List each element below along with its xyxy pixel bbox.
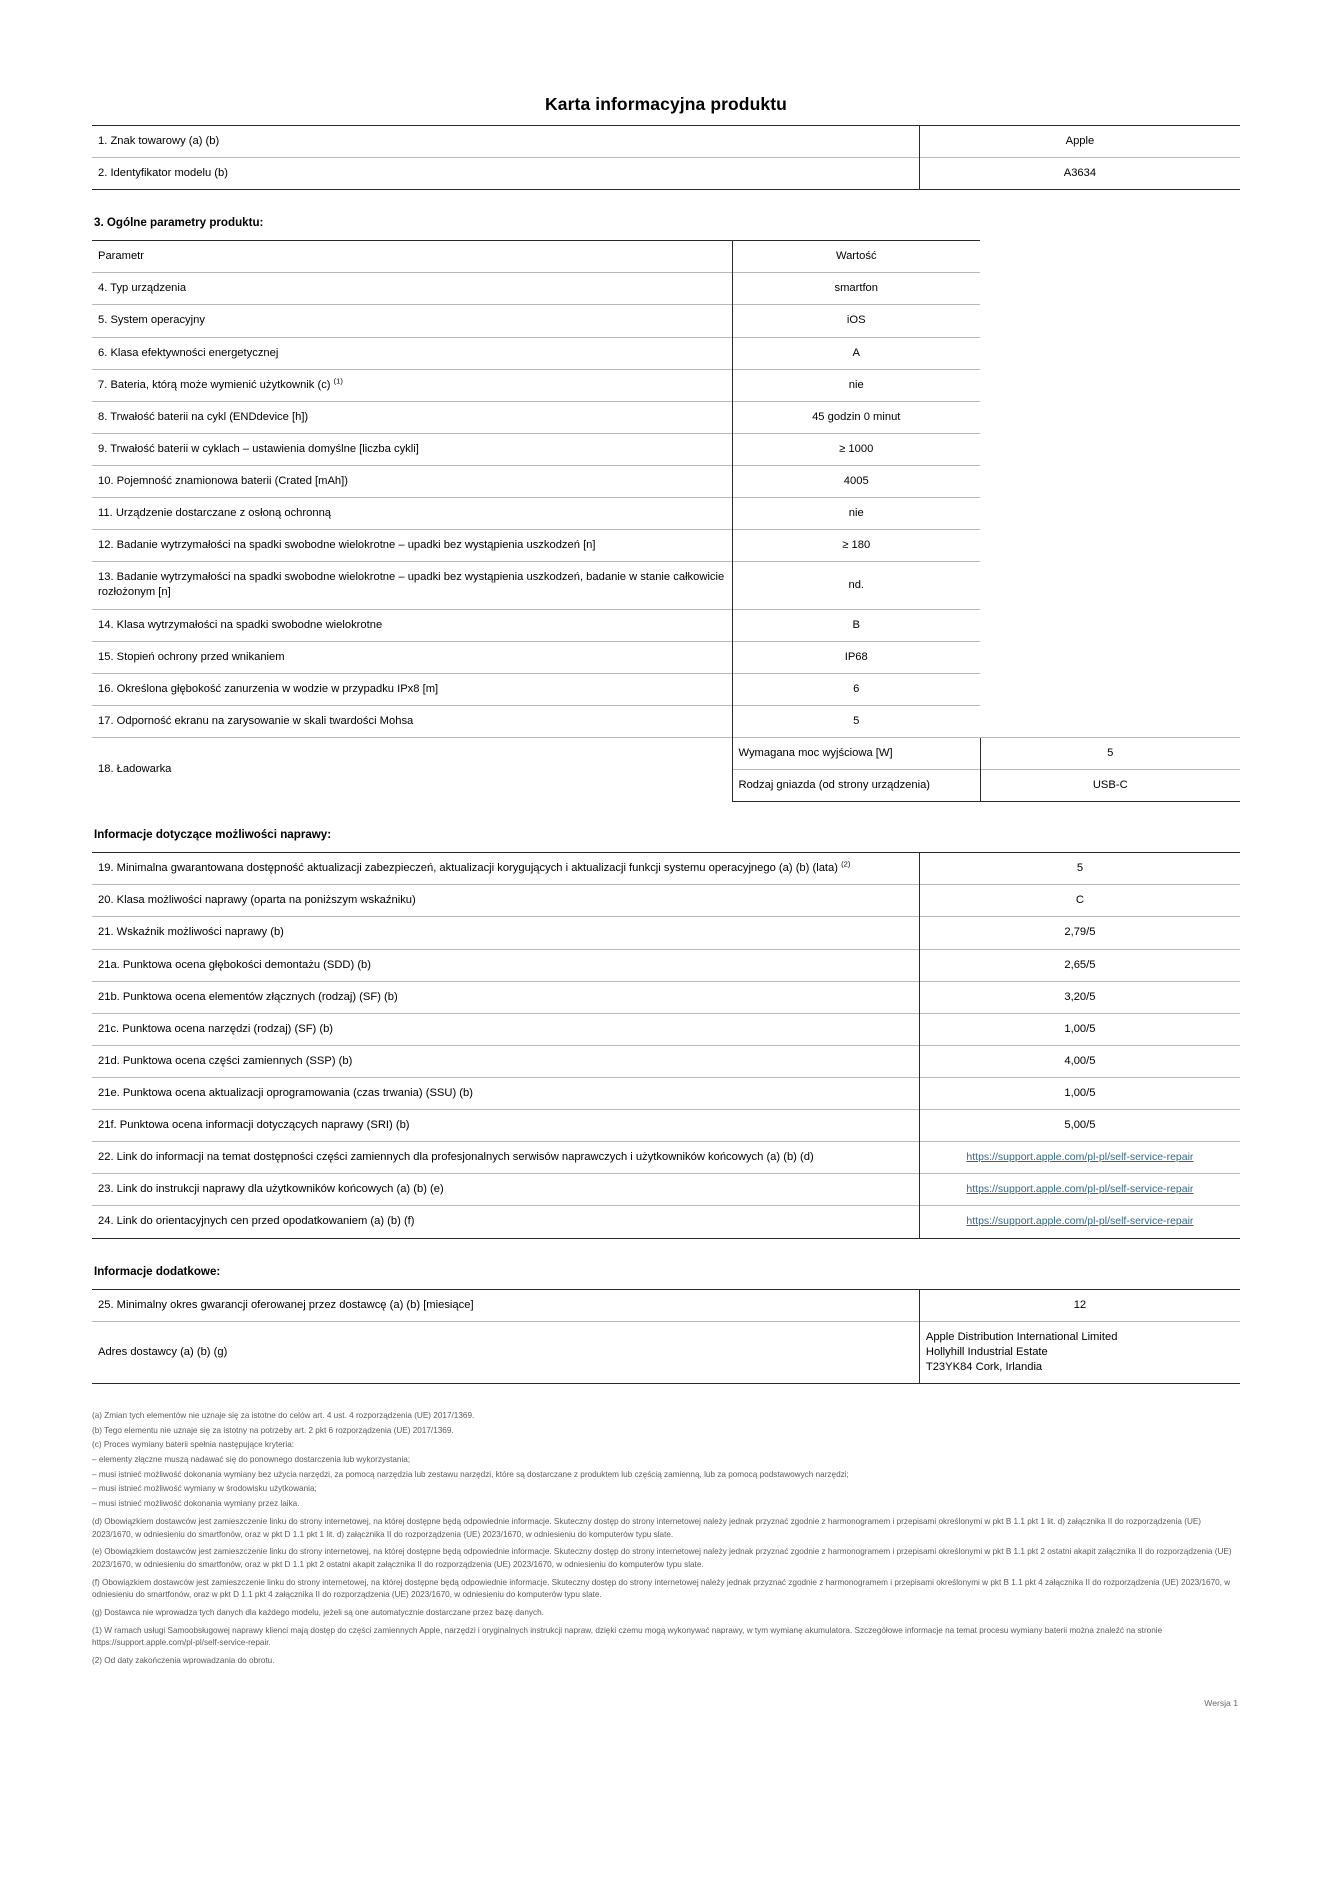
table-row — [92, 949, 1240, 981]
row-value: 4,00/5 — [919, 1045, 1240, 1077]
address-line: Apple Distribution International Limited — [925, 1330, 1118, 1343]
additional-rows — [92, 1289, 1240, 1383]
charger-label: 18. Ładowarka — [92, 737, 732, 801]
footnote-marker: (1) — [333, 375, 343, 385]
row-label: 11. Urządzenie dostarczane z osłoną ochronną — [92, 498, 732, 530]
row-value: 3,20/5 — [919, 981, 1240, 1013]
general-parameters-heading: 3. Ogólne parametry produktu: — [94, 216, 264, 230]
repair-information-table — [92, 852, 1240, 1238]
footnote-e: (e) Obowiązkiem dostawców jest zamieszczenie linku do strony internetowej, na której dostępne będą odpowiednie informacje. Skuteczny dostęp do strony internetowej należy jednak przyznać zgodnie z harmonogramem i przepisami określonymi w pkt B 1.1 pkt 2 ostatni akapit załącznika II do rozporządzenia (UE) 2023/1670, w odniesieniu do smartfonów, oraz w pkt D 1.1 pkt 2 ostatni akapit załącznika II do rozporządzenia (UE) 2023/1670, w odniesieniu do komputerów typu slate. — [92, 1547, 1232, 1569]
row-value: nie — [732, 498, 980, 530]
additional-information-heading: Informacje dodatkowe: — [94, 1264, 221, 1278]
table-row — [92, 530, 1240, 562]
page-title: Karta informacyjna produktu — [545, 94, 787, 114]
address-line: Hollyhill Industrial Estate — [925, 1345, 1048, 1358]
table-row — [92, 158, 1240, 190]
footnote-b: (b) Tego elementu nie uznaje się za istotny na potrzeby art. 2 pkt 6 rozporządzenia (UE) 2017/1369. — [92, 1425, 454, 1435]
row-value — [919, 1174, 1240, 1206]
charger-sub-label: Rodzaj gniazda (od strony urządzenia) — [732, 770, 980, 802]
row-value: A3634 — [919, 158, 1240, 190]
table-row — [92, 1110, 1240, 1142]
table-row — [92, 641, 1240, 673]
row-label: 21a. Punktowa ocena głębokości demontażu (SDD) (b) — [92, 949, 919, 981]
row-value: 6 — [732, 673, 980, 705]
row-label: 2. Identyfikator modelu (b) — [92, 158, 919, 190]
footnote-g: (g) Dostawca nie wprowadza tych danych dla każdego modelu, jeżeli są one automatycznie dostarczane przez bazę danych. — [92, 1608, 544, 1618]
footnote-1: (1) W ramach usługi Samoobsługowej naprawy klienci mają dostęp do części zamiennych Apple, narzędzi i oryginalnych instrukcji napraw, dzięki czemu mogą wykonywać naprawy, w tym wymianę akumulatora. Szczegółowe informacje na temat procesu wymiany baterii można znaleźć na stronie https://support.apple.com/pl-pl/self-service-repair. — [92, 1625, 1163, 1648]
row-label: 4. Typ urządzenia — [92, 273, 732, 305]
table-row — [92, 981, 1240, 1013]
table-row — [92, 401, 1240, 433]
row-value: Apple — [919, 126, 1240, 158]
row-label: 5. System operacyjny — [92, 305, 732, 337]
row-label: 15. Stopień ochrony przed wnikaniem — [92, 641, 732, 673]
repair-instructions-link[interactable]: https://support.apple.com/pl-pl/self-service-repair — [966, 1183, 1194, 1196]
spare-parts-link[interactable]: https://support.apple.com/pl-pl/self-service-repair — [966, 1151, 1194, 1164]
row-label: 12. Badanie wytrzymałości na spadki swobodne wielokrotne – upadki bez wystąpienia uszkodzeń [n] — [92, 530, 732, 562]
row-value: iOS — [732, 305, 980, 337]
table-row — [92, 126, 1240, 158]
table-row — [92, 273, 1240, 305]
row-label: 17. Odporność ekranu na zarysowanie w skali twardości Mohsa — [92, 705, 732, 737]
table-row — [92, 1206, 1240, 1238]
row-value: 5 — [919, 853, 1240, 885]
table-row — [92, 562, 1240, 609]
general-parameters-rows — [92, 241, 1240, 802]
footnote-c-item-3: – musi istnieć możliwość wymiany w środowisku użytkowania; — [92, 1484, 317, 1494]
table-row — [92, 1142, 1240, 1174]
row-label: 25. Minimalny okres gwarancji oferowanej przez dostawcę (a) (b) [miesiące] — [92, 1289, 919, 1321]
row-value — [919, 1206, 1240, 1238]
table-row — [92, 609, 1240, 641]
table-row — [92, 853, 1240, 885]
row-label — [92, 853, 919, 885]
row-value: 5,00/5 — [919, 1110, 1240, 1142]
row-value: 2,65/5 — [919, 949, 1240, 981]
charger-sub-value: 5 — [980, 737, 1240, 769]
table-row — [92, 885, 1240, 917]
table-row — [92, 1174, 1240, 1206]
charger-sub-label: Wymagana moc wyjściowa [W] — [732, 737, 980, 769]
row-value: A — [732, 337, 980, 369]
row-value: nd. — [732, 562, 980, 609]
row-label: 1. Znak towarowy (a) (b) — [92, 126, 919, 158]
row-label: 23. Link do instrukcji naprawy dla użytkowników końcowych (a) (b) (e) — [92, 1174, 919, 1206]
supplier-address-value — [919, 1321, 1240, 1383]
row-label: 21c. Punktowa ocena narzędzi (rodzaj) (SF) (b) — [92, 1013, 919, 1045]
row-value: 5 — [732, 705, 980, 737]
identification-table — [92, 125, 1240, 190]
repair-information-heading: Informacje dotyczące możliwości naprawy: — [94, 828, 332, 842]
footnote-2: (2) Od daty zakończenia wprowadzania do obrotu. — [92, 1656, 275, 1666]
row-value: 12 — [919, 1289, 1240, 1321]
column-header-parameter: Parametr — [92, 241, 732, 273]
row-label-text: 19. Minimalna gwarantowana dostępność aktualizacji zabezpieczeń, aktualizacji korygujących i aktualizacji funkcji systemu operacyjnego (a) (b) (lata) — [98, 862, 838, 875]
table-row — [92, 1077, 1240, 1109]
footnote-d: (d) Obowiązkiem dostawców jest zamieszczenie linku do strony internetowej, na której dostępne będą odpowiednie informacje. Skuteczny dostęp do strony internetowej należy jednak przyznać zgodnie z harmonogramem i przepisami określonymi w pkt B 1.1 pkt 1 lit. d) załącznika II do rozporządzenia (UE) 2023/1670, w odniesieniu do smartfonów, oraz w pkt D 1.1 pkt 1 lit. d) załącznika II do rozporządzenia (UE) 2023/1670, w odniesieniu do komputerów typu slate. — [92, 1516, 1202, 1539]
table-row — [92, 305, 1240, 337]
row-label: 21e. Punktowa ocena aktualizacji oprogramowania (czas trwania) (SSU) (b) — [92, 1077, 919, 1109]
row-label: 21. Wskaźnik możliwości naprawy (b) — [92, 917, 919, 949]
row-label: 13. Badanie wytrzymałości na spadki swobodne wielokrotne – upadki bez wystąpienia uszkodzeń, badanie w stanie całkowicie rozłożonym [n] — [92, 562, 732, 609]
footnote-c-item-4: – musi istnieć możliwość dokonania wymiany przez laika. — [92, 1499, 300, 1509]
table-row — [92, 917, 1240, 949]
row-label: 21b. Punktowa ocena elementów złącznych (rodzaj) (SF) (b) — [92, 981, 919, 1013]
row-value: B — [732, 609, 980, 641]
table-row — [92, 1289, 1240, 1321]
table-row — [92, 1045, 1240, 1077]
table-row — [92, 705, 1240, 737]
supplier-address-label: Adres dostawcy (a) (b) (g) — [92, 1321, 919, 1383]
row-label: 10. Pojemność znamionowa baterii (Crated [mAh]) — [92, 465, 732, 497]
address-line: T23YK84 Cork, Irlandia — [925, 1360, 1043, 1373]
table-row — [92, 498, 1240, 530]
footnote-f: (f) Obowiązkiem dostawców jest zamieszczenie linku do strony internetowej, na której dostępne będą odpowiednie informacje. Skuteczny dostęp do strony internetowej należy jednak przyznać zgodnie z harmonogramem i przepisami określonymi w pkt B 1.1 pkt 4 załącznika II do rozporządzenia (UE) 2023/1670, w odniesieniu do smartfonów, oraz w pkt D 1.1 pkt 4 załącznika II do rozporządzenia (UE) 2023/1670, w odniesieniu do komputerów typu slate. — [92, 1577, 1231, 1600]
table-row — [92, 1013, 1240, 1045]
row-value: 2,79/5 — [919, 917, 1240, 949]
footnote-c-item-1: – elementy złączne muszą nadawać się do ponownego dostarczenia lub wykorzystania; — [92, 1455, 411, 1465]
charger-sub-value: USB-C — [980, 770, 1240, 802]
repair-rows — [92, 853, 1240, 1238]
row-value: C — [919, 885, 1240, 917]
table-row — [92, 465, 1240, 497]
footnote-c-item-2: – musi istnieć możliwość dokonania wymiany bez użycia narzędzi, za pomocą narzędzia lub zestawu narzędzi, które są dostarczane z produktem lub częścią zamienną, lub za pomocą podstawowych narzędzi; — [92, 1469, 849, 1479]
row-label-text: 7. Bateria, którą może wymienić użytkownik (c) — [98, 378, 331, 391]
row-label: 6. Klasa efektywności energetycznej — [92, 337, 732, 369]
row-value: ≥ 1000 — [732, 433, 980, 465]
row-label: 24. Link do orientacyjnych cen przed opodatkowaniem (a) (b) (f) — [92, 1206, 919, 1238]
row-value: ≥ 180 — [732, 530, 980, 562]
row-value: 4005 — [732, 465, 980, 497]
footnote-a: (a) Zmian tych elementów nie uznaje się za istotne do celów art. 4 ust. 4 rozporządzenia (UE) 2017/1369. — [92, 1410, 475, 1420]
row-label: 21f. Punktowa ocena informacji dotyczących naprawy (SRI) (b) — [92, 1110, 919, 1142]
table-row — [92, 369, 1240, 401]
indicative-prices-link[interactable]: https://support.apple.com/pl-pl/self-service-repair — [966, 1215, 1194, 1228]
row-label: 20. Klasa możliwości naprawy (oparta na poniższym wskaźniku) — [92, 885, 919, 917]
general-parameters-table — [92, 240, 1240, 802]
table-row — [92, 337, 1240, 369]
additional-information-table — [92, 1289, 1240, 1384]
table-row-charger — [92, 737, 1240, 769]
row-label: 8. Trwałość baterii na cykl (ENDdevice [h]) — [92, 401, 732, 433]
row-label: 22. Link do informacji na temat dostępności części zamiennych dla profesjonalnych serwisów naprawczych i użytkowników końcowych (a) (b) (d) — [92, 1142, 919, 1174]
footnotes — [92, 1410, 1240, 1668]
footnote-c: (c) Proces wymiany baterii spełnia następujące kryteria: — [92, 1440, 295, 1450]
table-row-address — [92, 1321, 1240, 1383]
row-value: 1,00/5 — [919, 1013, 1240, 1045]
row-label: 14. Klasa wytrzymałości na spadki swobodne wielokrotne — [92, 609, 732, 641]
row-value: 1,00/5 — [919, 1077, 1240, 1109]
footnote-marker: (2) — [841, 859, 851, 869]
row-value — [919, 1142, 1240, 1174]
row-label: 9. Trwałość baterii w cyklach – ustawienia domyślne [liczba cykli] — [92, 433, 732, 465]
row-label — [92, 369, 732, 401]
identification-rows — [92, 126, 1240, 190]
row-value: 45 godzin 0 minut — [732, 401, 980, 433]
row-value: nie — [732, 369, 980, 401]
column-header-value: Wartość — [732, 241, 980, 273]
table-row — [92, 433, 1240, 465]
row-label: 16. Określona głębokość zanurzenia w wodzie w przypadku IPx8 [m] — [92, 673, 732, 705]
table-header-row — [92, 241, 1240, 273]
row-value: smartfon — [732, 273, 980, 305]
row-value: IP68 — [732, 641, 980, 673]
row-label: 21d. Punktowa ocena części zamiennych (SSP) (b) — [92, 1045, 919, 1077]
table-row — [92, 673, 1240, 705]
version-label: Wersja 1 — [1204, 1697, 1238, 1708]
